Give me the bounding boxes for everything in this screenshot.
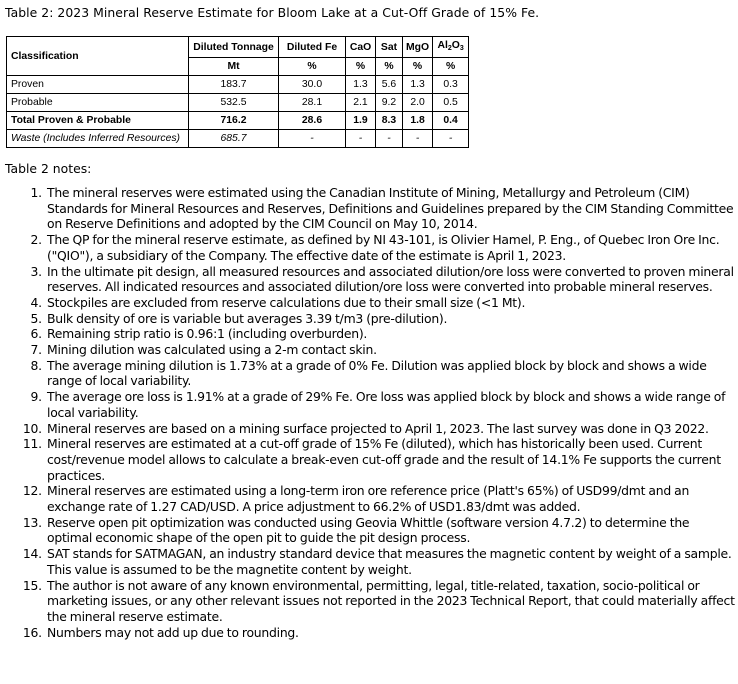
cell-sat: 5.6 [376,76,403,94]
table-row-waste [7,130,469,148]
cell-cao: 1.9 [346,112,376,130]
unit-al2o3: % [433,58,469,76]
note-item: 2. The QP for the mineral reserve estimate, as defined by NI 43-101, is Olivier Hamel, P. Eng., of Quebec Iron Ore Inc. ("QIO"), a subsidiary of the Company. The effective date of the estimate is April 1, 2023. [45,232,735,263]
mineral-reserve-table [6,36,469,148]
row-classification: Proven [7,76,189,94]
cell-mgo: - [403,130,433,148]
cell-diluted-fe: - [279,130,346,148]
note-item: 11. Mineral reserves are estimated at a cut-off grade of 15% Fe (diluted), which has historically been used. Current cost/revenue model allows to calculate a break-even cut-off grade and the result of 14.1% Fe supports the current practices. [45,436,735,483]
row-classification: Waste (Includes Inferred Resources) [7,130,189,148]
cell-mgo: 1.3 [403,76,433,94]
note-item: 10. Mineral reserves are based on a mining surface projected to April 1, 2023. The last survey was done in Q3 2022. [45,421,735,437]
note-item: 1. The mineral reserves were estimated using the Canadian Institute of Mining, Metallurgy and Petroleum (CIM) Standards for Mineral Resources and Reserves, Definitions and Guidelines prepared by the CIM Standing Committee on Reserve Definitions and adopted by the CIM Council on May 10, 2014. [45,185,735,232]
note-item: 15. The author is not aware of any known environmental, permitting, legal, title-related, taxation, socio-political or marketing issues, or any other relevant issues not reported in the 2023 Technical Report, that could materially affect the mineral reserve estimate. [45,578,735,625]
cell-al2o3: 0.3 [433,76,469,94]
note-item: 3. In the ultimate pit design, all measured resources and associated dilution/ore loss were converted to proven mineral reserves. All indicated resources and associated dilution/ore loss were converted into probable mineral reserves. [45,264,735,295]
note-item: 13. Reserve open pit optimization was conducted using Geovia Whittle (software version 4.7.2) to determine the optimal economic shape of the open pit to guide the pit design process. [45,515,735,546]
note-item: 14. SAT stands for SATMAGAN, an industry standard device that measures the magnetic content by weight of a sample. This value is assumed to be the magnetite content by weight. [45,546,735,577]
cell-sat: 9.2 [376,94,403,112]
cell-mgo: 1.8 [403,112,433,130]
note-item: 5. Bulk density of ore is variable but averages 3.39 t/m3 (pre-dilution). [45,311,735,327]
note-item: 8. The average mining dilution is 1.73% at a grade of 0% Fe. Dilution was applied block by block and shows a wide range of local variability. [45,358,735,389]
unit-diluted-tonnage: Mt [189,58,279,76]
table-header-row [7,37,469,58]
table-row-total [7,112,469,130]
cell-al2o3: - [433,130,469,148]
note-item: 4. Stockpiles are excluded from reserve calculations due to their small size (<1 Mt). [45,295,735,311]
cell-al2o3: 0.5 [433,94,469,112]
note-item: 16. Numbers may not add up due to rounding. [45,625,735,641]
unit-sat: % [376,58,403,76]
cell-diluted-fe: 28.1 [279,94,346,112]
table-row-probable [7,94,469,112]
cell-sat: 8.3 [376,112,403,130]
cell-sat: - [376,130,403,148]
cell-diluted-tonnage: 532.5 [189,94,279,112]
cell-diluted-tonnage: 685.7 [189,130,279,148]
notes-list [0,185,735,640]
cell-cao: 1.3 [346,76,376,94]
row-classification: Total Proven & Probable [7,112,189,130]
table-row-proven [7,76,469,94]
unit-cao: % [346,58,376,76]
cell-al2o3: 0.4 [433,112,469,130]
cell-cao: - [346,130,376,148]
header-diluted-fe: Diluted Fe [279,37,346,58]
header-diluted-tonnage: Diluted Tonnage [189,37,279,58]
cell-diluted-fe: 28.6 [279,112,346,130]
cell-diluted-tonnage: 716.2 [189,112,279,130]
note-item: 7. Mining dilution was calculated using a 2-m contact skin. [45,342,735,358]
header-mgo: MgO [403,37,433,58]
cell-mgo: 2.0 [403,94,433,112]
unit-diluted-fe: % [279,58,346,76]
note-item: 6. Remaining strip ratio is 0.96:1 (including overburden). [45,326,735,342]
cell-cao: 2.1 [346,94,376,112]
al2o3-o: O [451,40,460,51]
al2o3-sub2: 3 [459,45,464,52]
row-classification: Probable [7,94,189,112]
table-title: Table 2: 2023 Mineral Reserve Estimate for Bloom Lake at a Cut-Off Grade of 15% Fe. [5,5,540,20]
header-al2o3 [433,37,469,58]
al2o3-sub1: 2 [447,45,452,52]
header-cao: CaO [346,37,376,58]
cell-diluted-tonnage: 183.7 [189,76,279,94]
note-item: 9. The average ore loss is 1.91% at a grade of 29% Fe. Ore loss was applied block by block and shows a wide range of local variability. [45,389,735,420]
unit-mgo: % [403,58,433,76]
header-sat: Sat [376,37,403,58]
cell-diluted-fe: 30.0 [279,76,346,94]
notes-title: Table 2 notes: [5,161,92,176]
header-classification: Classification [7,37,189,76]
note-item: 12. Mineral reserves are estimated using a long-term iron ore reference price (Platt's 65%) of USD99/dmt and an exchange rate of 1.27 CAD/USD. A price adjustment to 66.2% of USD1.83/dmt was added. [45,483,735,514]
al2o3-al: Al [437,40,448,51]
